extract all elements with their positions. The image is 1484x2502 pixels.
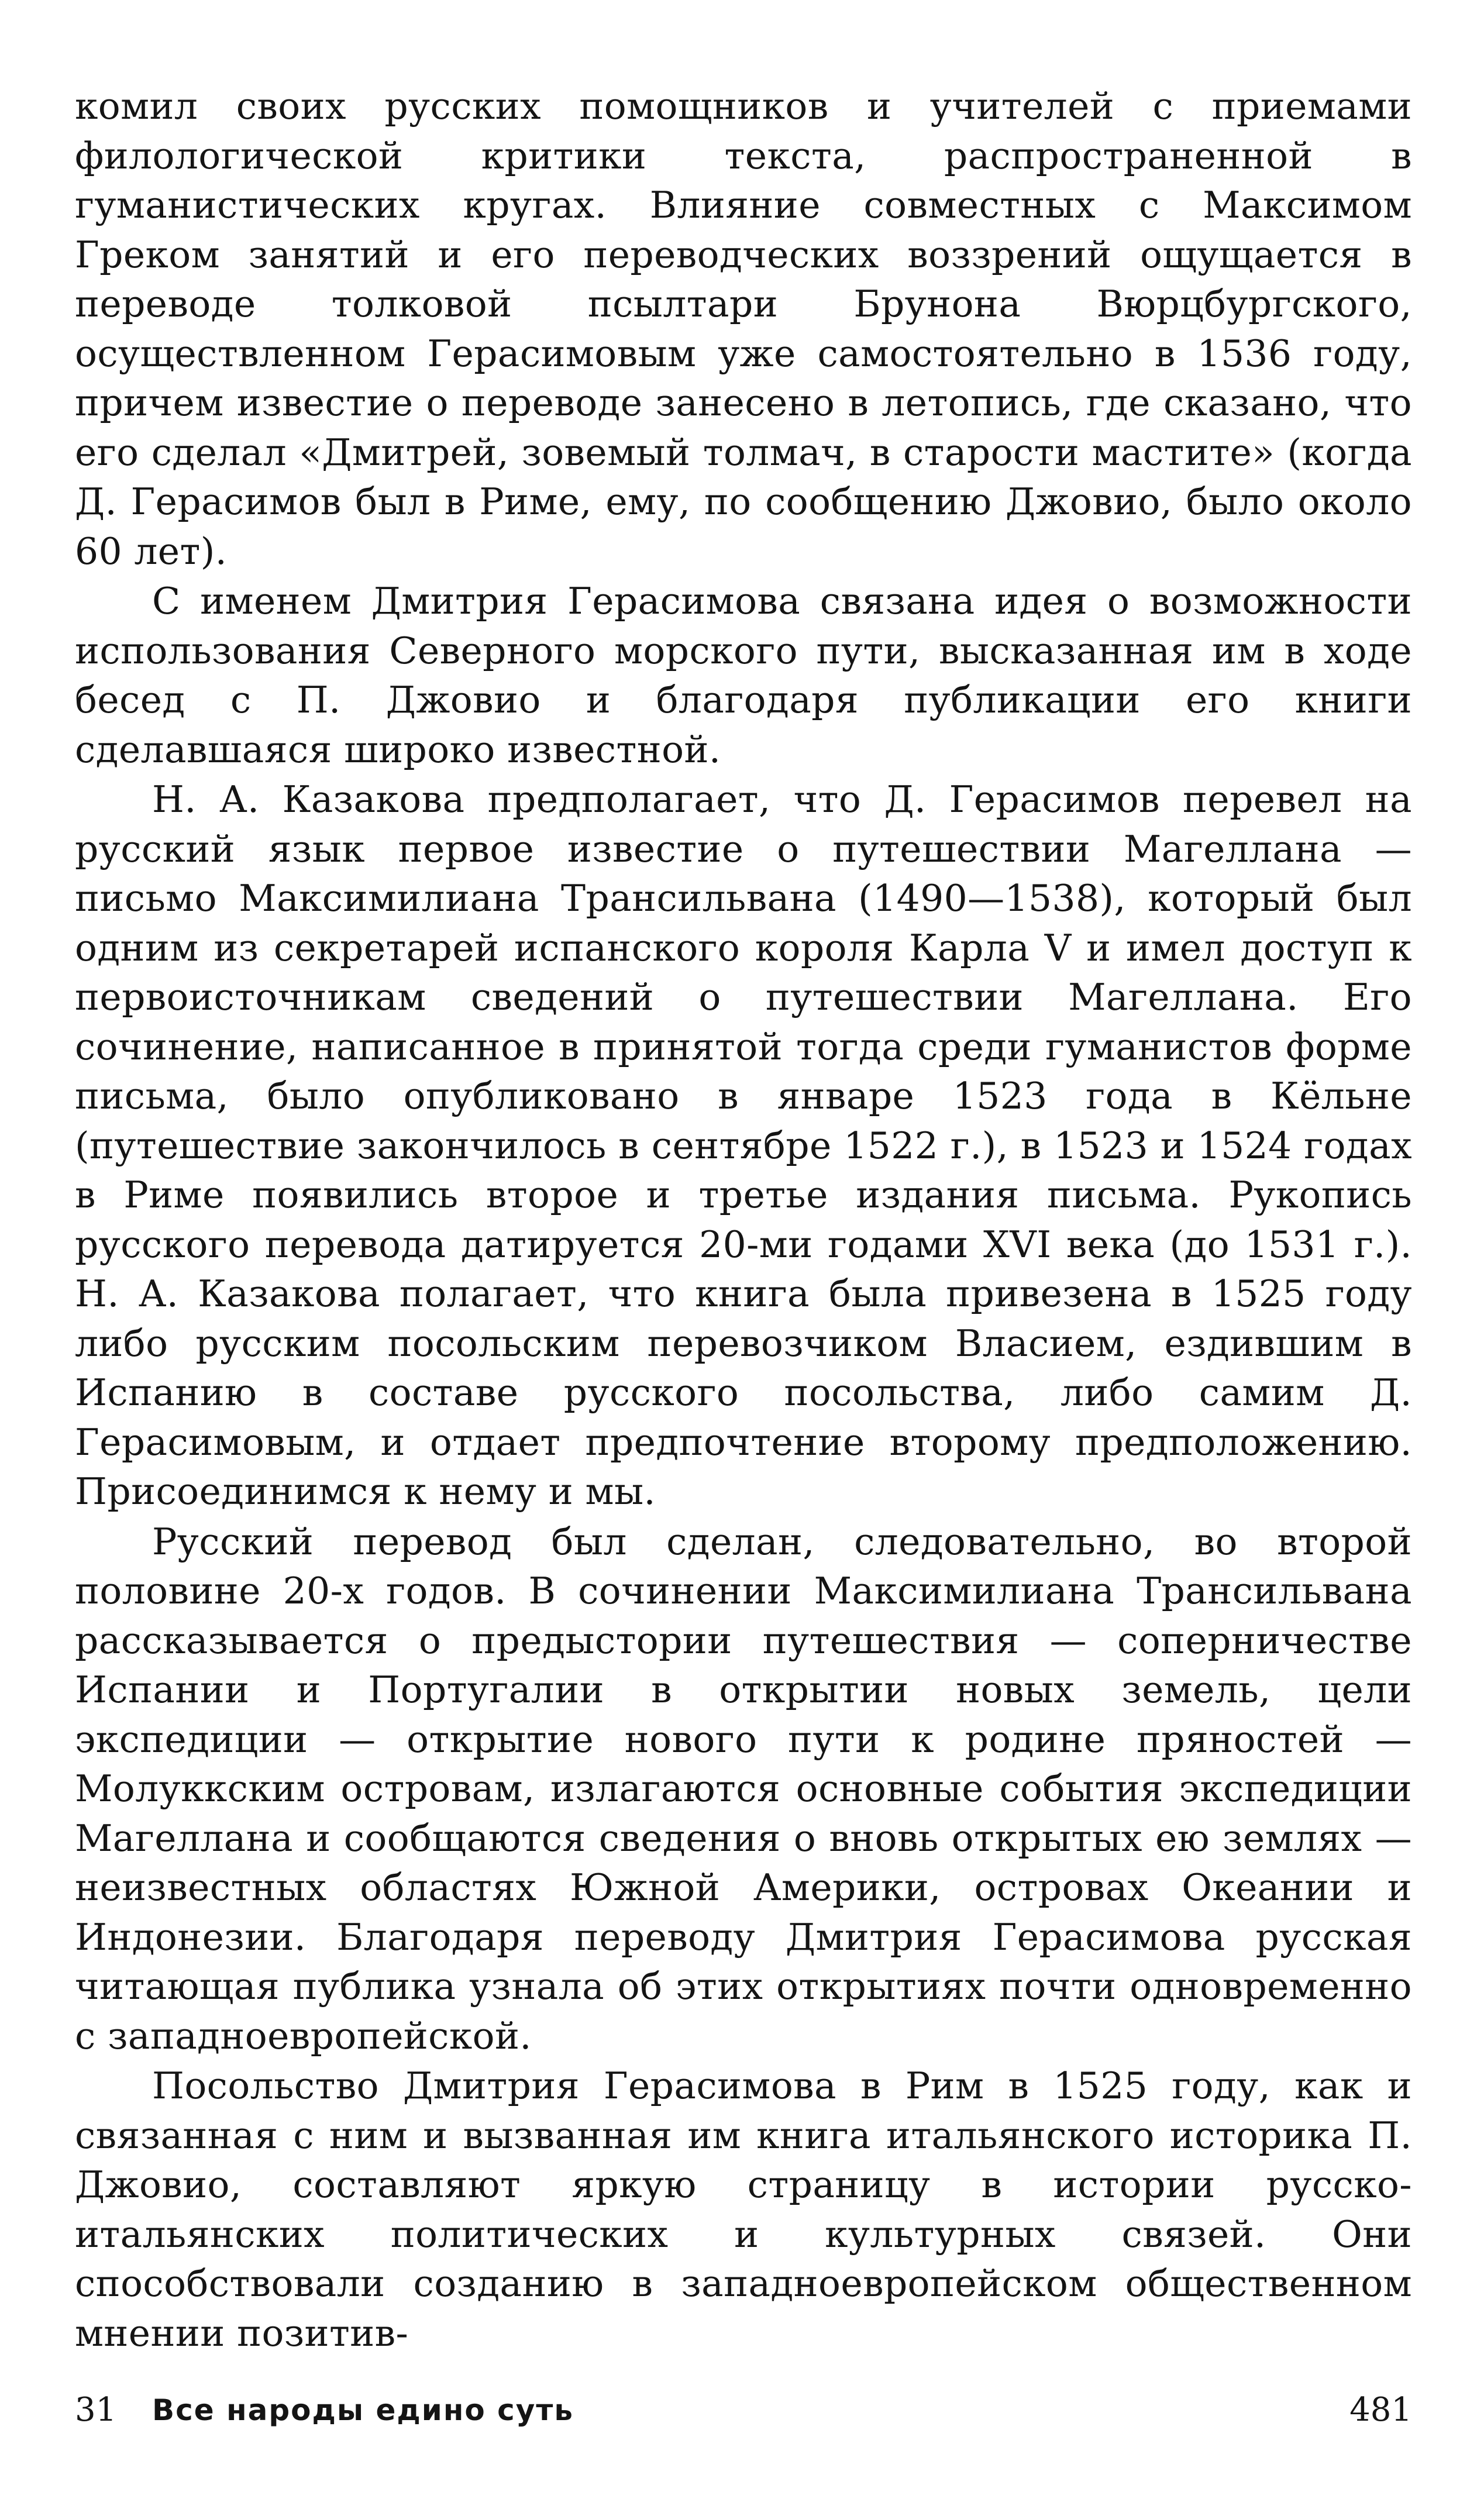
page-body [75,82,1412,2358]
book-title-footer: Все народы едино суть [152,2393,574,2427]
paragraph: Посольство Дмитрия Герасимова в Рим в 1525 году, как и связанная с ним и вызванная им книга итальянского историка П. Джовио, составляют яркую страницу в истории русско-итальянских политических и культурных связей. Они способствовали созданию в западноевропейском общественном мнении позитив- [75,2064,1412,2355]
paragraph: Русский перевод был сделан, следовательно, во второй половине 20-х годов. В сочинении Максимилиана Трансильвана рассказывается о предыстории путешествия — соперничестве Испании и Португалии в открытии новых земель, цели экспедиции — открытие нового пути к родине пряностей — Молуккским островам, излагаются основные события экспедиции Магеллана и сообщаются сведения о вновь открытых ею землях — неизвестных областях Южной Америки, островах Океании и Индонезии. Благодаря переводу Дмитрия Герасимова русская читающая публика узнала об этих открытиях почти одновременно с западноевропейской. [75,1520,1412,2057]
signature-mark: 31 [75,2391,117,2429]
page-footer [75,2387,1412,2434]
paragraph: С именем Дмитрия Герасимова связана идея о возможности использования Северного морского пути, высказанная им в ходе бесед с П. Джовио и благодаря публикации его книги сделавшаяся широко известной. [75,580,1412,771]
paragraph-continuation: комил своих русских помощников и учителей с приемами филологической критики текста, распространенной в гуманистических кругах. Влияние совместных с Максимом Греком занятий и его переводческих воззрений ощущается в переводе толковой псылтари Брунона Вюрцбургского, осуществленном Герасимовым уже самостоятельно в 1536 году, причем известие о переводе занесено в летопись, где сказано, что его сделал «Дмитрей, зовемый толмач, в старости мастите» (когда Д. Герасимов был в Риме, ему, по сообщению Джовио, было около 60 лет). [75,85,1412,573]
paragraph: Н. А. Казакова предполагает, что Д. Герасимов перевел на русский язык первое известие о путешествии Магеллана — письмо Максимилиана Трансильвана (1490—1538), который был одним из секретарей испанского короля Карла V и имел доступ к первоисточникам сведений о путешествии Магеллана. Его сочинение, написанное в принятой тогда среди гуманистов форме письма, было опубликовано в январе 1523 года в Кёльне (путешествие закончилось в сентябре 1522 г.), в 1523 и 1524 годах в Риме появились второе и третье издания письма. Рукопись русского перевода датируется 20-ми годами XVI века (до 1531 г.). Н. А. Казакова полагает, что книга была привезена в 1525 году либо русским посольским перевозчиком Власием, ездившим в Испанию в составе русского посольства, либо самим Д. Герасимовым, и отдает предпочтение второму предположению. Присоединимся к нему и мы. [75,778,1412,1513]
page-number: 481 [1349,2391,1412,2429]
